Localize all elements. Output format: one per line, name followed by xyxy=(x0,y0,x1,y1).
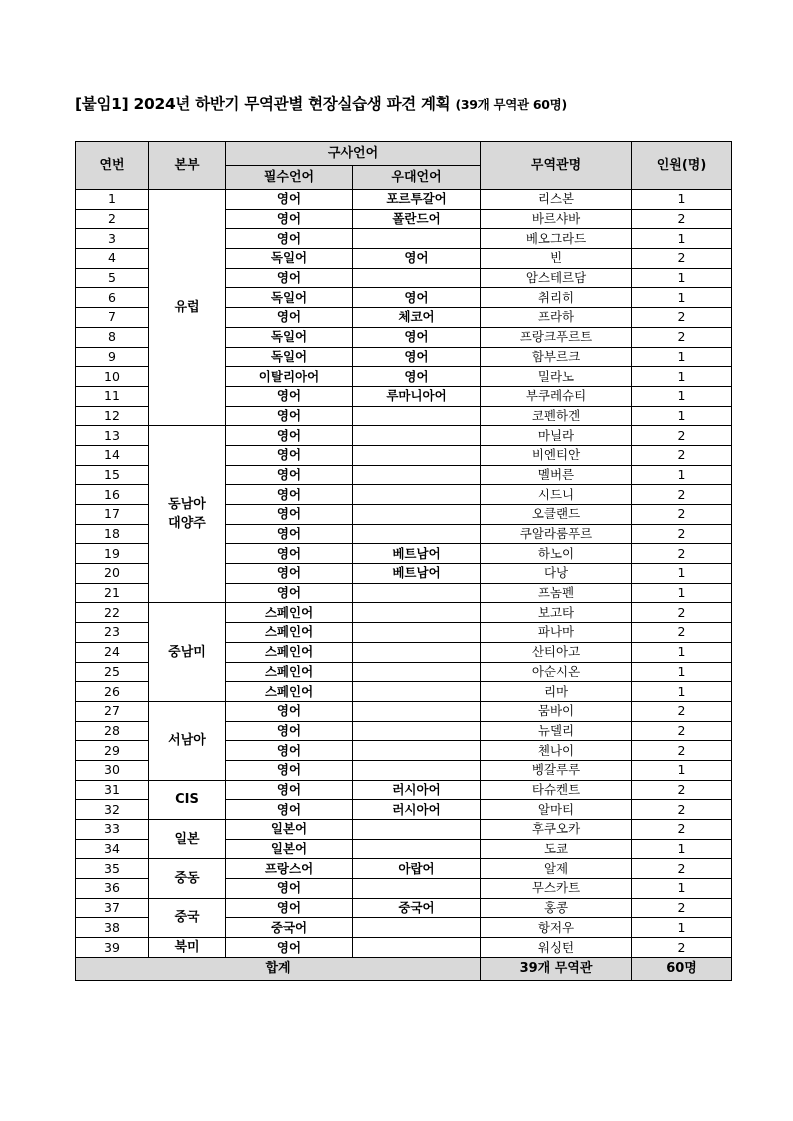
required-language: 영어 xyxy=(226,209,353,229)
required-language: 영어 xyxy=(226,583,353,603)
required-language: 영어 xyxy=(226,268,353,288)
hq-name: 대양주 xyxy=(168,516,206,532)
required-language: 영어 xyxy=(226,741,353,761)
table-row xyxy=(76,190,732,210)
table-row xyxy=(76,426,732,446)
row-number: 15 xyxy=(76,465,149,485)
row-number: 26 xyxy=(76,682,149,702)
head-count: 1 xyxy=(632,879,732,899)
office-name: 프랑크푸르트 xyxy=(481,327,632,347)
preferred-language: 영어 xyxy=(353,327,481,347)
required-language: 영어 xyxy=(226,386,353,406)
row-number: 20 xyxy=(76,564,149,584)
preferred-language xyxy=(353,760,481,780)
head-count: 2 xyxy=(632,938,732,958)
required-language: 스페인어 xyxy=(226,642,353,662)
row-number: 35 xyxy=(76,859,149,879)
office-name: 부쿠레슈티 xyxy=(481,386,632,406)
hq-name: 유럽 xyxy=(174,300,200,316)
hq-cell xyxy=(149,859,226,898)
header-no: 연번 xyxy=(76,142,149,190)
table-row xyxy=(76,701,732,721)
row-number: 25 xyxy=(76,662,149,682)
office-name: 뭄바이 xyxy=(481,701,632,721)
table-footer xyxy=(76,958,732,981)
office-name: 다낭 xyxy=(481,564,632,584)
office-name: 알제 xyxy=(481,859,632,879)
required-language: 프랑스어 xyxy=(226,859,353,879)
preferred-language xyxy=(353,268,481,288)
preferred-language xyxy=(353,445,481,465)
head-count: 1 xyxy=(632,386,732,406)
required-language: 독일어 xyxy=(226,327,353,347)
preferred-language: 영어 xyxy=(353,288,481,308)
hq-cell xyxy=(149,190,226,426)
office-name: 아순시온 xyxy=(481,662,632,682)
required-language: 영어 xyxy=(226,544,353,564)
hq-cell xyxy=(149,701,226,780)
head-count: 1 xyxy=(632,642,732,662)
row-number: 14 xyxy=(76,445,149,465)
header-language-group: 구사언어 xyxy=(226,142,481,166)
head-count: 1 xyxy=(632,662,732,682)
head-count: 2 xyxy=(632,820,732,840)
office-name: 코펜하겐 xyxy=(481,406,632,426)
office-name: 워싱턴 xyxy=(481,938,632,958)
preferred-language: 영어 xyxy=(353,347,481,367)
head-count: 1 xyxy=(632,583,732,603)
total-offices: 39개 무역관 xyxy=(481,958,632,981)
hq-cell xyxy=(149,426,226,603)
office-name: 뉴델리 xyxy=(481,721,632,741)
preferred-language xyxy=(353,426,481,446)
head-count: 2 xyxy=(632,701,732,721)
row-number: 28 xyxy=(76,721,149,741)
required-language: 영어 xyxy=(226,426,353,446)
hq-name: 일본 xyxy=(174,831,200,847)
row-number: 33 xyxy=(76,820,149,840)
head-count: 1 xyxy=(632,465,732,485)
header-office: 무역관명 xyxy=(481,142,632,190)
office-name: 오클랜드 xyxy=(481,505,632,525)
head-count: 2 xyxy=(632,445,732,465)
preferred-language xyxy=(353,603,481,623)
row-number: 12 xyxy=(76,406,149,426)
preferred-language xyxy=(353,820,481,840)
hq-name: 동남아 xyxy=(168,497,206,513)
page-title xyxy=(75,92,567,114)
head-count: 2 xyxy=(632,741,732,761)
head-count: 1 xyxy=(632,406,732,426)
required-language: 영어 xyxy=(226,229,353,249)
office-name: 비엔티안 xyxy=(481,445,632,465)
preferred-language: 체코어 xyxy=(353,308,481,328)
office-name: 베오그라드 xyxy=(481,229,632,249)
preferred-language: 러시아어 xyxy=(353,780,481,800)
table-row xyxy=(76,603,732,623)
head-count: 1 xyxy=(632,229,732,249)
office-name: 시드니 xyxy=(481,485,632,505)
row-number: 34 xyxy=(76,839,149,859)
office-name: 바르샤바 xyxy=(481,209,632,229)
required-language: 영어 xyxy=(226,485,353,505)
required-language: 영어 xyxy=(226,879,353,899)
head-count: 2 xyxy=(632,505,732,525)
hq-cell xyxy=(149,820,226,859)
required-language: 스페인어 xyxy=(226,662,353,682)
title-subtitle: (39개 무역관 60명) xyxy=(455,97,567,112)
office-name: 산티아고 xyxy=(481,642,632,662)
required-language: 일본어 xyxy=(226,820,353,840)
row-number: 3 xyxy=(76,229,149,249)
row-number: 21 xyxy=(76,583,149,603)
office-name: 빈 xyxy=(481,249,632,269)
head-count: 1 xyxy=(632,288,732,308)
office-name: 프라하 xyxy=(481,308,632,328)
row-number: 6 xyxy=(76,288,149,308)
table-header xyxy=(76,142,732,190)
required-language: 영어 xyxy=(226,505,353,525)
required-language: 영어 xyxy=(226,190,353,210)
office-name: 멜버른 xyxy=(481,465,632,485)
required-language: 영어 xyxy=(226,721,353,741)
head-count: 2 xyxy=(632,426,732,446)
required-language: 영어 xyxy=(226,701,353,721)
preferred-language: 루마니아어 xyxy=(353,386,481,406)
preferred-language xyxy=(353,918,481,938)
required-language: 영어 xyxy=(226,800,353,820)
table-row xyxy=(76,780,732,800)
row-number: 32 xyxy=(76,800,149,820)
row-number: 8 xyxy=(76,327,149,347)
head-count: 2 xyxy=(632,721,732,741)
office-name: 벵갈루루 xyxy=(481,760,632,780)
table-row xyxy=(76,938,732,958)
preferred-language xyxy=(353,938,481,958)
office-name: 후쿠오카 xyxy=(481,820,632,840)
office-name: 암스테르담 xyxy=(481,268,632,288)
preferred-language xyxy=(353,485,481,505)
row-number: 39 xyxy=(76,938,149,958)
title-main: [붙임1] 2024년 하반기 무역관별 현장실습생 파견 계획 xyxy=(75,95,451,113)
table-body xyxy=(76,190,732,958)
required-language: 독일어 xyxy=(226,347,353,367)
office-name: 쿠알라룸푸르 xyxy=(481,524,632,544)
row-number: 27 xyxy=(76,701,149,721)
required-language: 스페인어 xyxy=(226,623,353,643)
preferred-language xyxy=(353,583,481,603)
row-number: 23 xyxy=(76,623,149,643)
required-language: 영어 xyxy=(226,780,353,800)
row-number: 2 xyxy=(76,209,149,229)
preferred-language xyxy=(353,839,481,859)
row-number: 13 xyxy=(76,426,149,446)
row-number: 10 xyxy=(76,367,149,387)
office-name: 하노이 xyxy=(481,544,632,564)
hq-name: 중남미 xyxy=(168,644,206,660)
head-count: 2 xyxy=(632,327,732,347)
required-language: 독일어 xyxy=(226,249,353,269)
row-number: 1 xyxy=(76,190,149,210)
header-required-language: 필수언어 xyxy=(226,166,353,190)
office-name: 무스카트 xyxy=(481,879,632,899)
head-count: 2 xyxy=(632,544,732,564)
preferred-language xyxy=(353,465,481,485)
hq-name: CIS xyxy=(175,792,199,808)
head-count: 2 xyxy=(632,485,732,505)
head-count: 1 xyxy=(632,839,732,859)
head-count: 1 xyxy=(632,190,732,210)
head-count: 1 xyxy=(632,682,732,702)
required-language: 영어 xyxy=(226,308,353,328)
preferred-language xyxy=(353,721,481,741)
row-number: 7 xyxy=(76,308,149,328)
preferred-language xyxy=(353,879,481,899)
office-name: 도쿄 xyxy=(481,839,632,859)
required-language: 영어 xyxy=(226,898,353,918)
header-hq: 본부 xyxy=(149,142,226,190)
head-count: 2 xyxy=(632,898,732,918)
preferred-language: 중국어 xyxy=(353,898,481,918)
hq-cell xyxy=(149,898,226,937)
office-name: 알마티 xyxy=(481,800,632,820)
hq-cell xyxy=(149,938,226,958)
required-language: 중국어 xyxy=(226,918,353,938)
row-number: 16 xyxy=(76,485,149,505)
preferred-language xyxy=(353,642,481,662)
preferred-language xyxy=(353,662,481,682)
hq-name: 서남아 xyxy=(168,733,206,749)
row-number: 5 xyxy=(76,268,149,288)
preferred-language xyxy=(353,701,481,721)
required-language: 영어 xyxy=(226,406,353,426)
preferred-language xyxy=(353,406,481,426)
preferred-language xyxy=(353,524,481,544)
dispatch-plan-table xyxy=(75,141,732,981)
head-count: 2 xyxy=(632,308,732,328)
row-number: 31 xyxy=(76,780,149,800)
row-number: 36 xyxy=(76,879,149,899)
preferred-language: 영어 xyxy=(353,249,481,269)
required-language: 일본어 xyxy=(226,839,353,859)
office-name: 프놈펜 xyxy=(481,583,632,603)
office-name: 파나마 xyxy=(481,623,632,643)
office-name: 항저우 xyxy=(481,918,632,938)
preferred-language: 베트남어 xyxy=(353,564,481,584)
office-name: 밀라노 xyxy=(481,367,632,387)
preferred-language: 러시아어 xyxy=(353,800,481,820)
head-count: 1 xyxy=(632,268,732,288)
row-number: 18 xyxy=(76,524,149,544)
preferred-language: 영어 xyxy=(353,367,481,387)
office-name: 보고타 xyxy=(481,603,632,623)
preferred-language xyxy=(353,741,481,761)
table-row xyxy=(76,859,732,879)
required-language: 독일어 xyxy=(226,288,353,308)
row-number: 4 xyxy=(76,249,149,269)
office-name: 리스본 xyxy=(481,190,632,210)
preferred-language xyxy=(353,682,481,702)
preferred-language: 포르투갈어 xyxy=(353,190,481,210)
required-language: 영어 xyxy=(226,760,353,780)
preferred-language xyxy=(353,229,481,249)
hq-name: 중국 xyxy=(174,910,200,926)
required-language: 영어 xyxy=(226,564,353,584)
row-number: 22 xyxy=(76,603,149,623)
required-language: 영어 xyxy=(226,524,353,544)
required-language: 영어 xyxy=(226,938,353,958)
row-number: 37 xyxy=(76,898,149,918)
required-language: 이탈리아어 xyxy=(226,367,353,387)
head-count: 2 xyxy=(632,623,732,643)
table-row xyxy=(76,820,732,840)
head-count: 1 xyxy=(632,760,732,780)
preferred-language: 베트남어 xyxy=(353,544,481,564)
header-count: 인원(명) xyxy=(632,142,732,190)
header-preferred-language: 우대언어 xyxy=(353,166,481,190)
row-number: 19 xyxy=(76,544,149,564)
required-language: 스페인어 xyxy=(226,603,353,623)
hq-name: 북미 xyxy=(174,940,200,956)
row-number: 24 xyxy=(76,642,149,662)
required-language: 스페인어 xyxy=(226,682,353,702)
total-people: 60명 xyxy=(632,958,732,981)
head-count: 1 xyxy=(632,918,732,938)
row-number: 9 xyxy=(76,347,149,367)
row-number: 17 xyxy=(76,505,149,525)
office-name: 첸나이 xyxy=(481,741,632,761)
required-language: 영어 xyxy=(226,445,353,465)
office-name: 마닐라 xyxy=(481,426,632,446)
table-row xyxy=(76,898,732,918)
hq-name: 중동 xyxy=(174,871,200,887)
preferred-language xyxy=(353,505,481,525)
preferred-language xyxy=(353,623,481,643)
row-number: 30 xyxy=(76,760,149,780)
head-count: 1 xyxy=(632,564,732,584)
office-name: 취리히 xyxy=(481,288,632,308)
head-count: 2 xyxy=(632,603,732,623)
required-language: 영어 xyxy=(226,465,353,485)
preferred-language: 폴란드어 xyxy=(353,209,481,229)
hq-cell xyxy=(149,603,226,701)
office-name: 타슈켄트 xyxy=(481,780,632,800)
head-count: 2 xyxy=(632,249,732,269)
total-label: 합계 xyxy=(76,958,481,981)
head-count: 2 xyxy=(632,859,732,879)
row-number: 38 xyxy=(76,918,149,938)
head-count: 2 xyxy=(632,800,732,820)
row-number: 11 xyxy=(76,386,149,406)
head-count: 1 xyxy=(632,347,732,367)
head-count: 1 xyxy=(632,367,732,387)
office-name: 리마 xyxy=(481,682,632,702)
office-name: 홍콩 xyxy=(481,898,632,918)
hq-cell xyxy=(149,780,226,819)
total-row xyxy=(76,958,732,981)
preferred-language: 아랍어 xyxy=(353,859,481,879)
head-count: 2 xyxy=(632,524,732,544)
head-count: 2 xyxy=(632,780,732,800)
head-count: 2 xyxy=(632,209,732,229)
office-name: 함부르크 xyxy=(481,347,632,367)
row-number: 29 xyxy=(76,741,149,761)
